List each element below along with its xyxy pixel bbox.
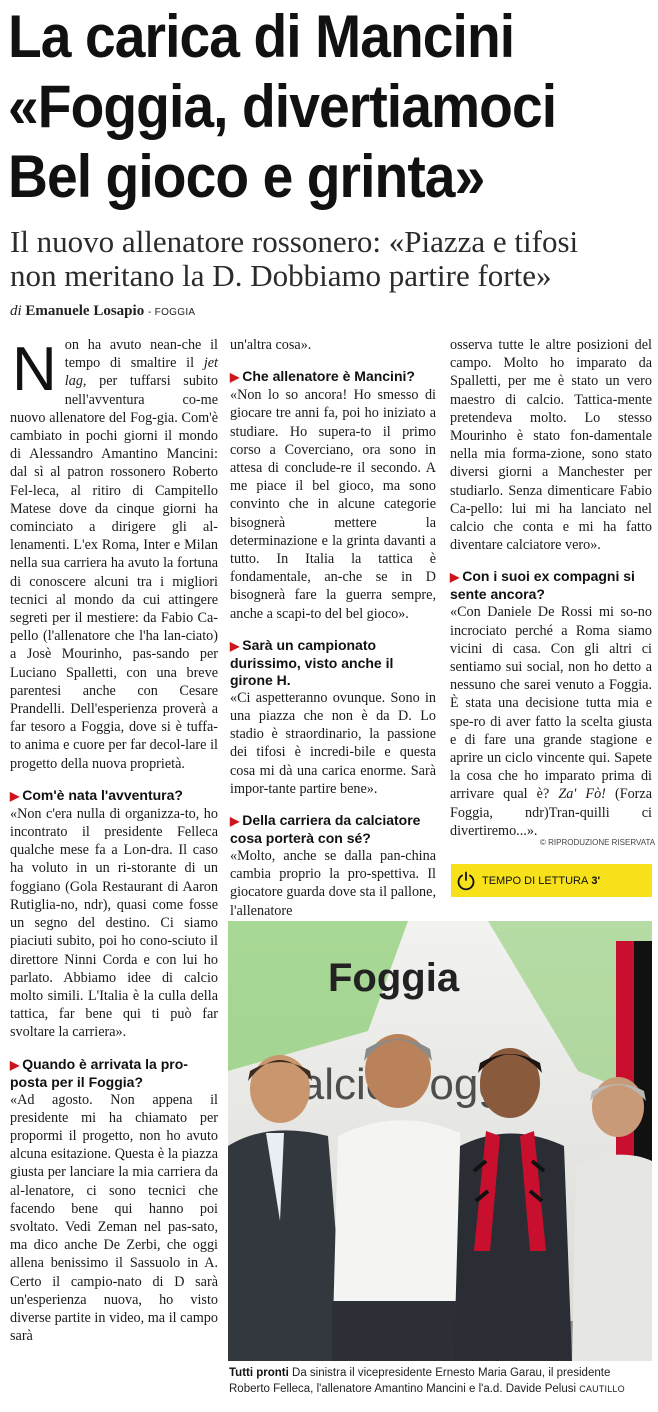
headline-line-1: La carica di Mancini — [8, 3, 515, 70]
answer-6 — [450, 603, 652, 840]
answer-5-continued: osserva tutte le altre posizioni del campo. Molto ho imparato da Spalletti, per me è stato un vero maestro di calcio. Tattica-mente pretendeva molto. Lo stesso Mourinho è stato fon-damentale nella mia forma-zione, sono stato diversi giorni a Manchester per studiarlo. Senza dimenticare Fabio Ca-pello: lui mi ha lanciato nel calcio che conta e mi ha fatto diventare calciatore vero». — [450, 337, 652, 554]
triangle-bullet-icon: ▶ — [10, 788, 20, 803]
reading-time-value: 3' — [591, 874, 601, 887]
answer-6-italic: Za' Fò! — [558, 786, 606, 803]
question-5-text: Della carriera da calciatore cosa porterà con sé? — [230, 812, 421, 847]
answer-1: «Non c'era nulla di organizza-to, ho incontrato il presidente Felleca qualche mese fa a Lon-dra. Il caso ha voluto in un ri-storante di un foggiano (Gola Restaurant di Aaron Rutiglia-no, ndr), quasi come fosse un segno del destino. Ci siamo piaciuti subito, poi ho cono-sciuto il direttore Ninni Corda e con lui ho parlato. Abbiamo idee di calcio molto simili. L'Italia è la culla della tattica, far bene qui ti può far svoltare la carriera». — [10, 805, 218, 1041]
caption-lead: Tutti pronti — [229, 1367, 289, 1379]
reading-time-label: TEMPO DI LETTURA — [482, 874, 589, 887]
question-3 — [230, 368, 436, 386]
question-6-text: Con i suoi ex compagni si sente ancora? — [450, 568, 635, 603]
triangle-bullet-icon: ▶ — [10, 1057, 20, 1072]
question-4-text: Sarà un campionato durissimo, visto anche il girone H. — [230, 636, 394, 688]
intro-italic: jet lag — [64, 355, 218, 390]
article-intro — [10, 336, 218, 773]
caption-text: Da sinistra il vicepresidente Ernesto Maria Garau, il presidente Roberto Felleca, l'allenatore Amantino Mancini e l'a.d. Davide Pelusi — [229, 1367, 611, 1395]
power-clock-icon — [456, 871, 476, 891]
copyright-notice: © RIPRODUZIONE RISERVATA — [540, 838, 656, 847]
triangle-bullet-icon: ▶ — [230, 638, 240, 653]
triangle-bullet-icon: ▶ — [230, 370, 240, 385]
question-2 — [10, 1056, 218, 1091]
subtitle-line-2: non meritano la D. Dobbiamo partire forte» — [10, 258, 552, 293]
byline-author: Emanuele Losapio — [25, 303, 145, 319]
reading-time-box — [451, 864, 652, 897]
question-1-text: Com'è nata l'avventura? — [22, 786, 183, 803]
drop-cap: N — [12, 335, 57, 404]
triangle-bullet-icon: ▶ — [230, 814, 240, 829]
question-2-text: Quando è arrivata la pro-posta per il Foggia? — [10, 1055, 188, 1090]
question-6 — [450, 568, 652, 603]
intro-text-b: , per tuffarsi subito nell'avventura co-me nuovo allenatore del Fog-gia. Com'è cambiato in pochi giorni il mondo di Alessandro Amantino Mancini: dal sì al patron rossonero Roberto Fel-leca, al ritiro di Campitello Matese dove da cinque giorni ha cominciato a dirigere gli al-lenamenti. L'ex Roma, Inter e Milan nella sua carriera ha avuto la fortuna di conoscere alcuni tra i migliori tecnici al mondo da cui attingere segreti per il mestiere: da Fabio Ca-pello (l'allenatore che l'ha lan-ciato) a Josè Mourinho, pas-sando per Luciano Spalletti, con una breve parentesi anche con Cesare Prandelli. Dell'esperienza proverà a far tesoro a Foggia, dove si è tuffa-to anima e cuore per far decol-lare il progetto della nuova proprietà. — [10, 373, 218, 772]
intro-text-a: on ha avuto nean-che il tempo di smaltire il — [64, 337, 218, 372]
wall-text-1: Foggia — [328, 956, 460, 1000]
headline — [8, 2, 602, 212]
subtitle — [10, 225, 650, 293]
answer-5: «Molto, anche se dalla pan-china cambia proprio la pro-spettiva. Il giocatore guarda dove sta il pallone, l'allenatore — [230, 848, 436, 919]
headline-line-2: «Foggia, divertiamoci — [8, 73, 557, 140]
article-column-1 — [10, 336, 218, 1345]
article-column-3 — [450, 336, 652, 840]
byline-place-name: FOGGIA — [154, 307, 196, 318]
answer-6-text-b: (Forza Foggia, ndr)Tran-quilli ci divertiremo...». — [450, 786, 652, 839]
byline — [10, 303, 195, 320]
answer-6-text-a: «Con Daniele De Rossi mi so-no incrociato perché a Roma siamo vicini di casa. Con gli altri ci sentiamo sui social, non ho detto a nessuno che sarei venuto a Foggia. È stata una decisione tutta mia e spe-ro di aver fatto la scelta giusta e di fare una grande stagione e aprire un ciclo vincente qui. Sapete la cosa che ho imparato prima di arrivare qual è? — [450, 604, 652, 803]
photo-credit: CAUTILLO — [579, 1383, 625, 1394]
answer-4: «Ci aspetteranno ovunque. Sono in una piazza che non è da D. Lo stadio è straordinario, la passione dei tifosi è incredi-bile e questa cosa mi dà una carica enorme. Sarà impor-tante partire bene». — [230, 689, 436, 797]
answer-2: «Ad agosto. Non appena il presidente mi ha chiamato per propormi il progetto, non ho avuto alcuna esitazione. Questa è la piazza giusta per lanciare la mia carriera da al-lenatore, ci sono tecnici che facendo bene qui hanno poi svoltato. Vedi Zeman nel pas-sato, ma dico anche De Zerbi, che oggi allena benissimo il Sassuolo in A. Certo il campio-nato di D sarà un'esperienza nuova, ho visto diverse partite in video, ma il campo sarà — [10, 1091, 218, 1345]
triangle-bullet-icon: ▶ — [450, 570, 460, 585]
question-5 — [230, 812, 436, 847]
photo-illustration — [228, 921, 652, 1361]
byline-place: - FOGGIA — [147, 307, 196, 318]
question-3-text: Che allenatore è Mancini? — [242, 368, 415, 385]
subtitle-line-1: Il nuovo allenatore rossonero: «Piazza e tifosi — [10, 224, 579, 259]
photo-caption — [229, 1366, 654, 1397]
question-4 — [230, 637, 436, 689]
headline-line-3: Bel gioco e grinta» — [8, 143, 485, 210]
question-1 — [10, 787, 218, 805]
team-photo — [228, 921, 652, 1361]
answer-3: «Non lo so ancora! Ho smesso di giocare tre anni fa, poi ho iniziato a studiare. Ho supera-to il primo corso a Coverciano, ora sono in attesa di conclude-re il secondo. A me piace il bel gioco, ma sono convinto che in alcune categorie bisognerà mettere la determinazione e la grinta davanti a tutto. In Italia la tattica è fondamentale, an-che se in D bisognerà fare la guerra sempre, anche a scapi-to del bel gioco». — [230, 387, 436, 622]
answer-2-continued: un'altra cosa». — [230, 337, 312, 353]
article-column-2 — [230, 336, 436, 920]
wall-text-2: Calcio Foggia — [268, 1060, 538, 1109]
byline-prefix: di — [10, 303, 22, 319]
